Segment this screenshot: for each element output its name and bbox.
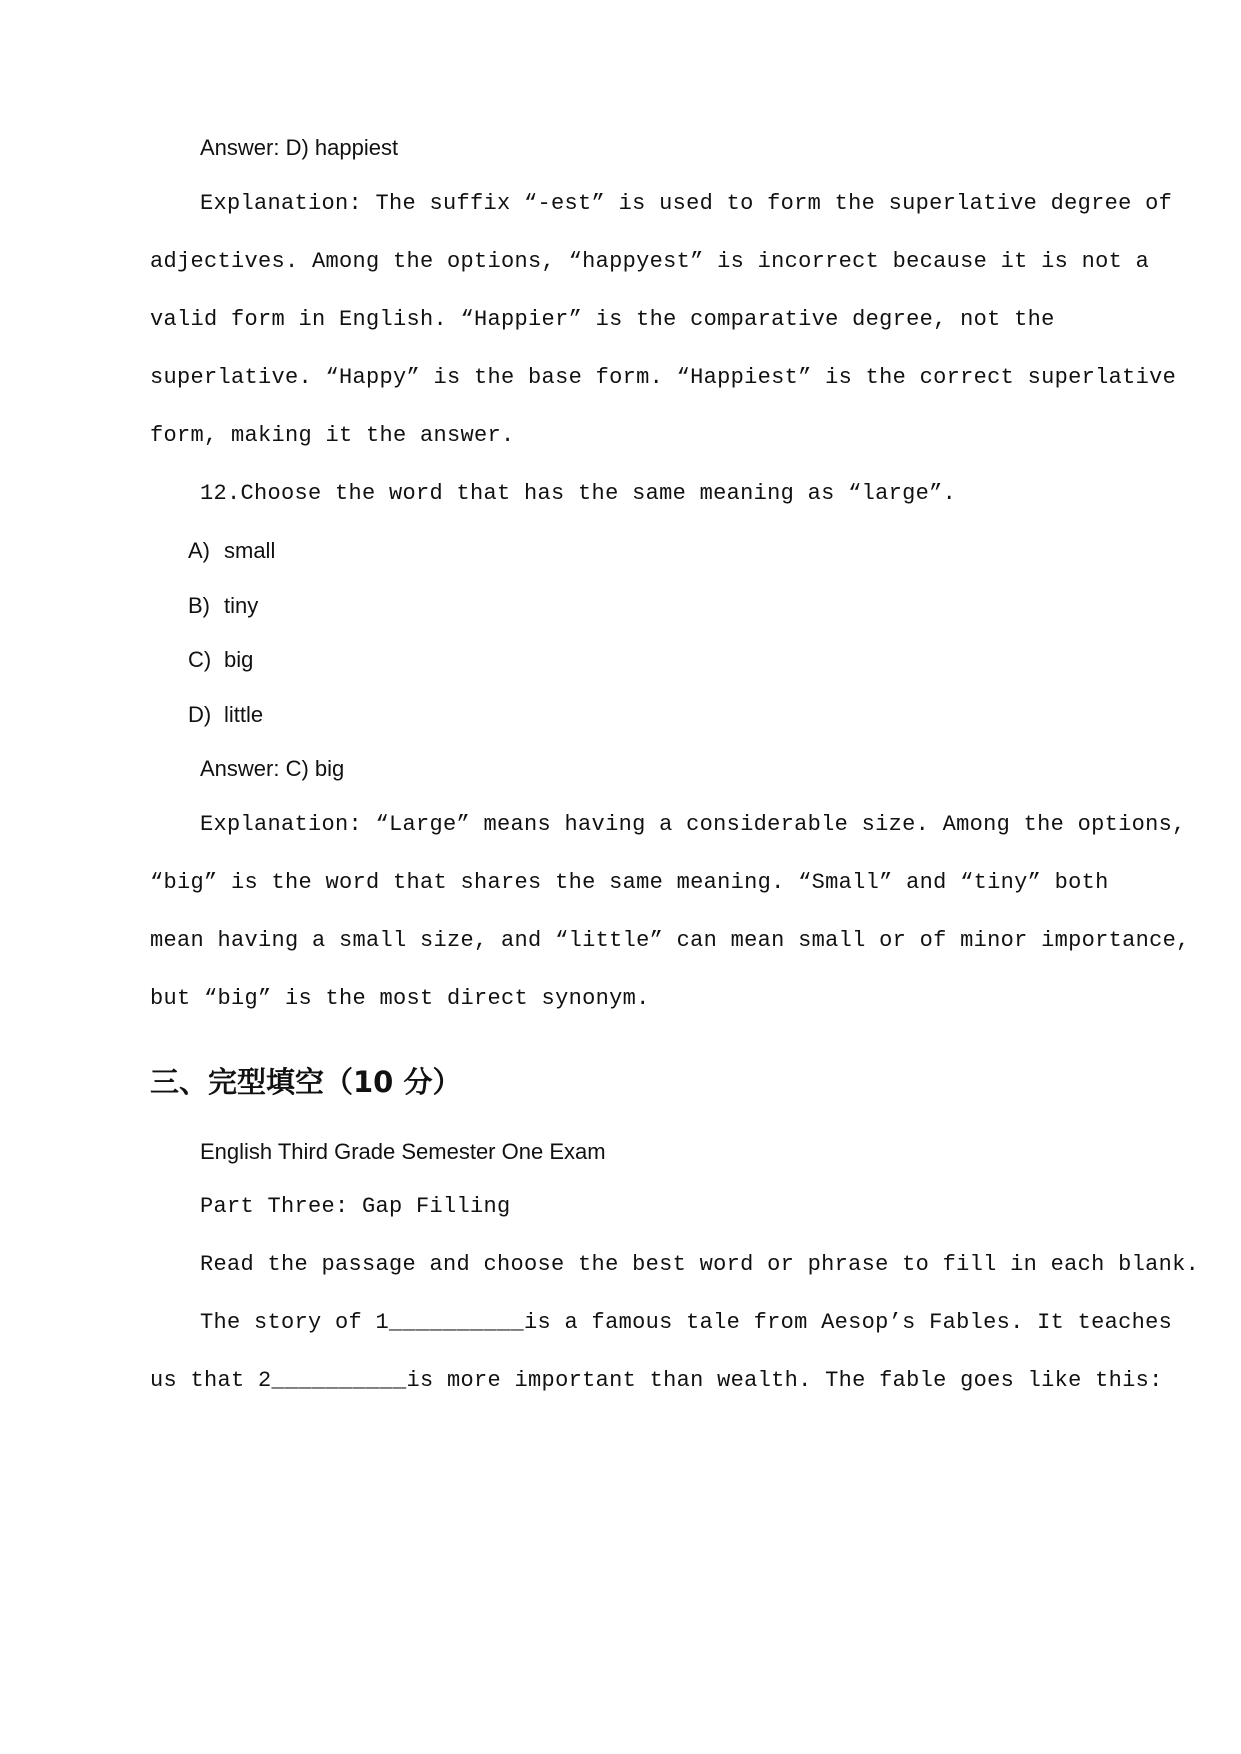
option-text: big [224,647,254,672]
q12-explanation-line-2: “big” is the word that shares the same meaning. “Small” and “tiny” both [150,870,1109,895]
option-text: little [224,702,264,727]
q12-question: 12.Choose the word that has the same meaning as “large”. [200,481,957,506]
q11-answer: Answer: D) happiest [200,135,399,160]
q11-explanation-line-1: Explanation: The suffix “-est” is used to form the superlative degree of [200,191,1173,216]
q12-answer: Answer: C) big [200,756,345,781]
q12-option-b [188,593,258,619]
option-text: small [224,538,276,563]
part-title: Part Three: Gap Filling [200,1194,511,1219]
option-key: D) [188,702,212,727]
q12-explanation-line-4: but “big” is the most direct synonym. [150,986,650,1011]
option-text: tiny [224,593,259,618]
section-heading: 三、完型填空（10 分） [150,1065,462,1099]
option-key: A) [188,538,210,563]
q12-option-d [188,702,263,728]
q12-explanation-line-3: mean having a small size, and “little” can mean small or of minor importance, [150,928,1190,953]
option-key: C) [188,647,212,672]
q11-explanation-line-3: valid form in English. “Happier” is the comparative degree, not the [150,307,1055,332]
q11-explanation-line-2: adjectives. Among the options, “happyest” is incorrect because it is not a [150,249,1150,274]
q12-option-a [188,538,275,564]
q12-explanation-line-1: Explanation: “Large” means having a considerable size. Among the options, [200,812,1186,837]
passage-line-2: us that 2__________is more important than wealth. The fable goes like this: [150,1368,1163,1393]
q11-explanation-line-5: form, making it the answer. [150,423,515,448]
q12-option-c [188,647,253,673]
instruction: Read the passage and choose the best word or phrase to fill in each blank. [200,1252,1200,1277]
passage-line-1: The story of 1__________is a famous tale from Aesop’s Fables. It teaches [200,1310,1173,1335]
q11-explanation-line-4: superlative. “Happy” is the base form. “Happiest” is the correct superlative [150,365,1177,390]
exam-title: English Third Grade Semester One Exam [200,1139,606,1164]
option-key: B) [188,593,210,618]
